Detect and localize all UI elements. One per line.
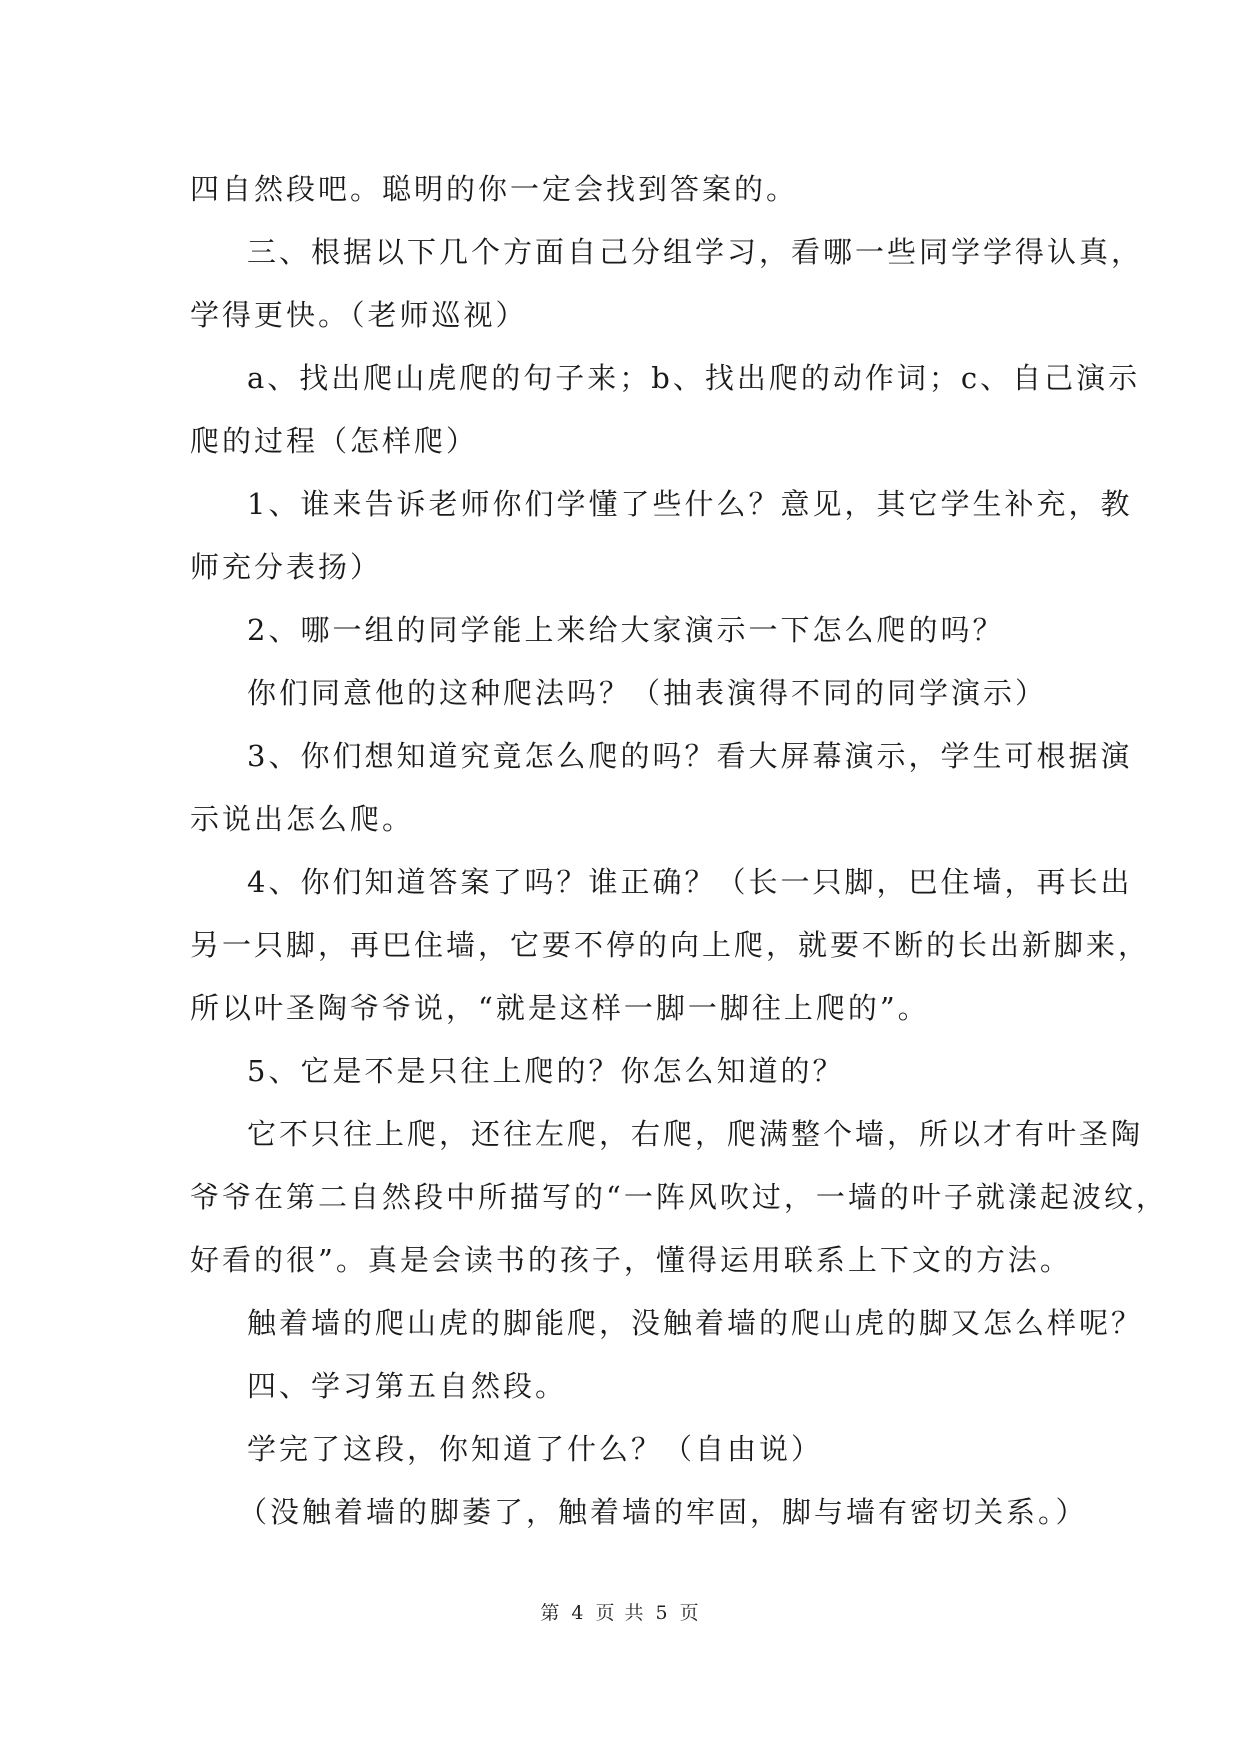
paragraph-line: a、找出爬山虎爬的句子来；b、找出爬的动作词；c、自己演示 [247,361,1141,395]
paragraph-line: 触着墙的爬山虎的脚能爬，没触着墙的爬山虎的脚又怎么样呢？ [247,1306,1144,1340]
footer-mid: 页 共 [595,1602,646,1624]
total-pages-number: 5 [655,1602,670,1624]
paragraph-line: 所以叶圣陶爷爷说，“就是这样一脚一脚往上爬的”。 [190,991,930,1025]
document-body [190,158,1168,1544]
paragraph-line: 5、它是不是只往上爬的？你怎么知道的？ [247,1054,845,1088]
paragraph-line: 你们同意他的这种爬法吗？（抽表演得不同的同学演示） [247,676,1048,710]
current-page-number: 4 [571,1602,586,1624]
page-footer [0,1598,1241,1625]
paragraph-line: 学得更快。（老师巡视） [190,298,528,332]
paragraph-line: 四、学习第五自然段。 [247,1369,568,1403]
paragraph-line: 爬的过程（怎样爬） [190,424,479,458]
paragraph-line: 另一只脚，再巴住墙，它要不停的向上爬，就要不断的长出新脚来， [190,928,1151,962]
paragraph-line: 爷爷在第二自然段中所描写的“一阵风吹过，一墙的叶子就漾起波纹， [190,1180,1168,1214]
paragraph-line: 三、根据以下几个方面自己分组学习，看哪一些同学学得认真， [247,235,1144,269]
paragraph-line: 2、哪一组的同学能上来给大家演示一下怎么爬的吗？ [247,613,1005,647]
footer-prefix: 第 [540,1602,562,1624]
paragraph-line: 学完了这段，你知道了什么？（自由说） [247,1432,824,1466]
paragraph-line: 师充分表扬） [190,550,383,584]
paragraph-line: 4、你们知道答案了吗？谁正确？（长一只脚，巴住墙，再长出 [247,865,1133,899]
paragraph-line: 示说出怎么爬。 [190,802,415,836]
paragraph-line: 1、谁来告诉老师你们学懂了些什么？意见，其它学生补充，教 [247,487,1133,521]
paragraph-line: 四自然段吧。聪明的你一定会找到答案的。 [190,172,799,206]
paragraph-line: 它不只往上爬，还往左爬，右爬，爬满整个墙，所以才有叶圣陶 [247,1117,1144,1151]
footer-suffix: 页 [679,1602,701,1624]
paragraph-line: 好看的很”。真是会读书的孩子，懂得运用联系上下文的方法。 [190,1243,1072,1277]
paragraph-line: 3、你们想知道究竟怎么爬的吗？看大屏幕演示，学生可根据演 [247,739,1133,773]
paragraph-line: （没触着墙的脚萎了，触着墙的牢固，脚与墙有密切关系。） [238,1495,1088,1529]
